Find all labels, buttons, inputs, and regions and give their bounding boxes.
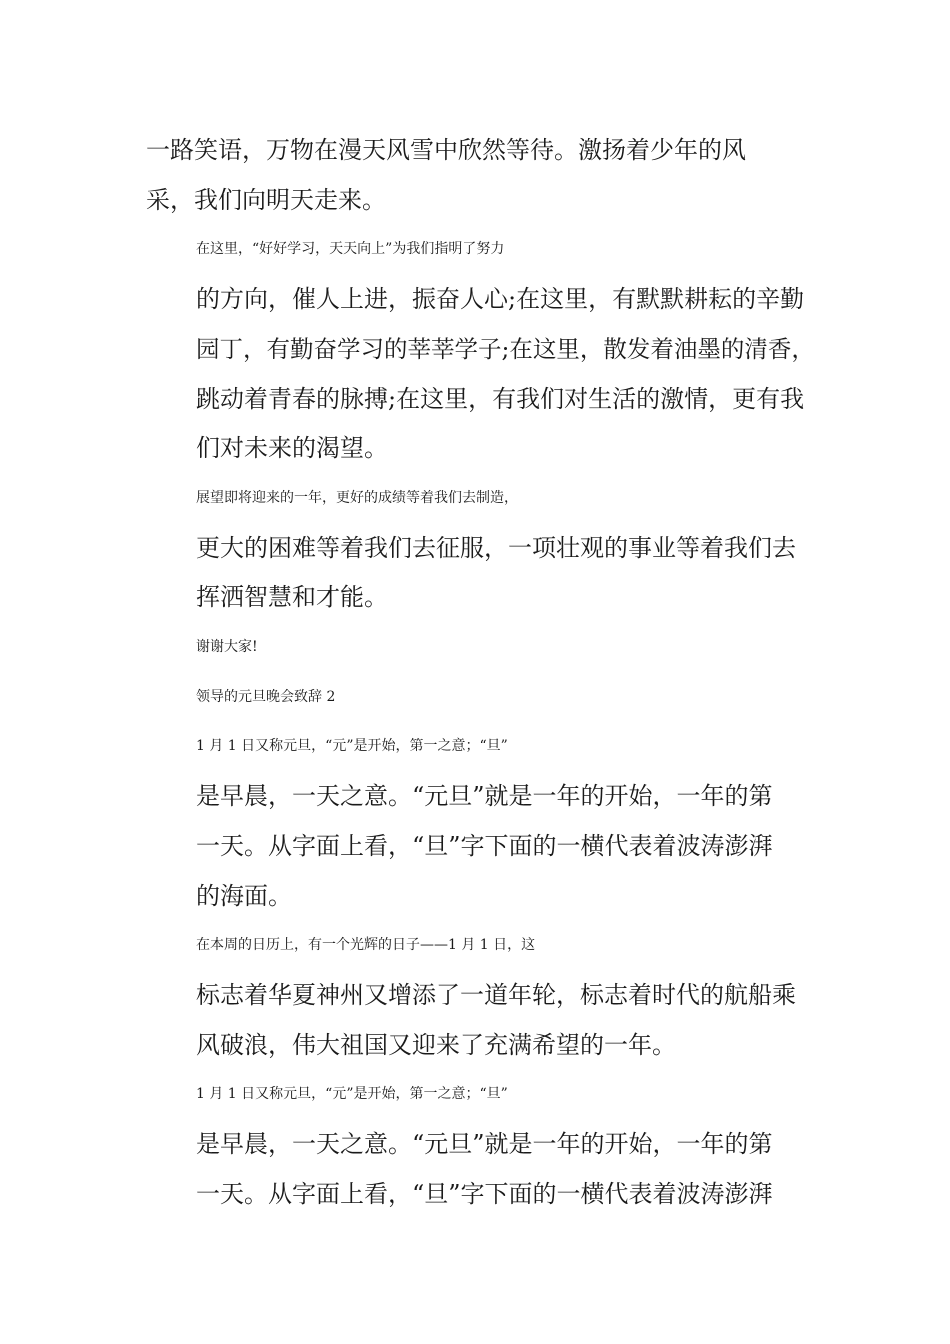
- text-line: 风破浪，伟大祖国又迎来了充满希望的一年。: [196, 1030, 676, 1059]
- text-line: 一路笑语，万物在漫天风雪中欣然等待。激扬着少年的风: [146, 136, 746, 164]
- text-line: 们对未来的渴望。: [196, 434, 388, 463]
- paragraph: [146, 722, 818, 921]
- text-line: 领导的元旦晚会致辞 2: [196, 688, 336, 705]
- paragraph: [146, 225, 818, 474]
- text-line: 一天。从字面上看，“旦”字下面的一横代表着波涛澎湃: [196, 1179, 773, 1208]
- paragraph: [146, 1070, 818, 1219]
- paragraph: [146, 921, 818, 1070]
- paragraph: [146, 126, 818, 225]
- text-line: 是早晨，一天之意。“元旦”就是一年的开始，一年的第: [196, 1130, 773, 1159]
- paragraph: [146, 623, 818, 673]
- document-body: [146, 126, 818, 1219]
- text-line: 1 月 1 日又称元旦，“元”是开始，第一之意；“旦”: [196, 738, 508, 755]
- text-line: 跳动着青春的脉搏;在这里，有我们对生活的激情，更有我: [196, 384, 805, 413]
- text-line: 一天。从字面上看，“旦”字下面的一横代表着波涛澎湃: [196, 831, 773, 860]
- text-line: 标志着华夏神州又增添了一道年轮，标志着时代的航船乘: [196, 980, 796, 1009]
- text-line: 更大的困难等着我们去征服，一项壮观的事业等着我们去: [196, 533, 796, 562]
- paragraph: [146, 673, 818, 723]
- text-line: 在这里，“好好学习，天天向上”为我们指明了努力: [196, 241, 505, 258]
- text-line: 是早晨，一天之意。“元旦”就是一年的开始，一年的第: [196, 782, 773, 811]
- text-line: 的海面。: [196, 881, 292, 910]
- text-line: 园丁，有勤奋学习的莘莘学子;在这里，散发着油墨的清香，: [196, 334, 815, 363]
- text-line: 在本周的日历上，有一个光辉的日子——1 月 1 日，这: [196, 937, 536, 954]
- text-line: 的方向，催人上进，振奋人心;在这里，有默默耕耘的辛勤: [196, 285, 805, 314]
- text-line: 采，我们向明天走来。: [146, 185, 386, 214]
- text-line: 挥洒智慧和才能。: [196, 583, 388, 612]
- text-line: 谢谢大家!: [196, 639, 258, 656]
- text-line: 展望即将迎来的一年，更好的成绩等着我们去制造，: [196, 489, 518, 506]
- text-line: 1 月 1 日又称元旦，“元”是开始，第一之意；“旦”: [196, 1086, 508, 1103]
- paragraph: [146, 474, 818, 623]
